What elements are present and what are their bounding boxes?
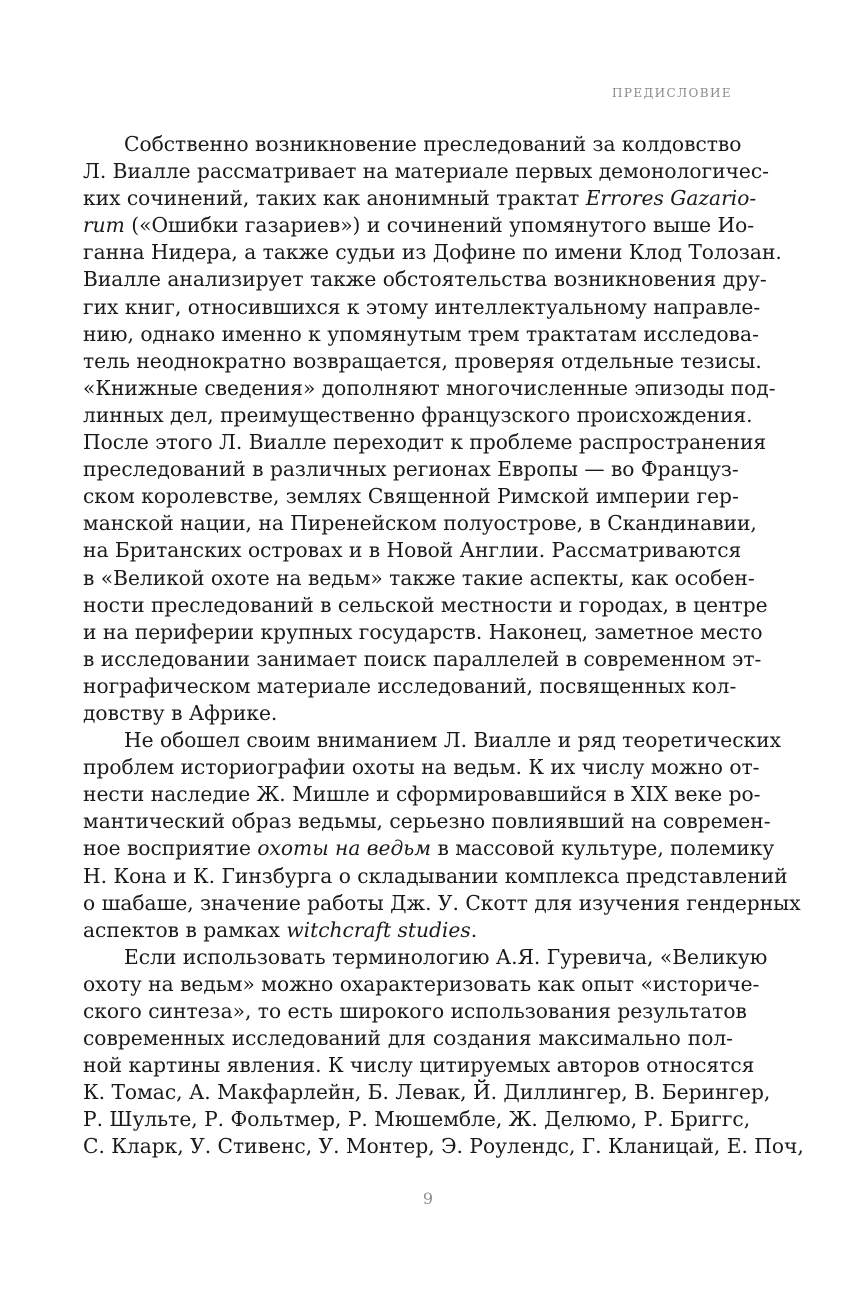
text-line: ганна Нидера, а также судьи из Дофине по имени Клод Толозан. bbox=[83, 240, 782, 265]
text-line: нию, однако именно к упомянутым трем трактатам исследова- bbox=[83, 321, 759, 346]
italic-run: Errores Gazario- bbox=[585, 186, 757, 211]
text-run: аспектов в рамках bbox=[83, 917, 287, 942]
text-run: . bbox=[470, 917, 478, 942]
text-line: в исследовании занимает поиск параллелей в современном эт- bbox=[83, 646, 762, 671]
text-line: преследований в различных регионах Европы — во Француз- bbox=[83, 457, 739, 482]
italic-run: witchcraft studies bbox=[286, 917, 471, 942]
text-line: мантический образ ведьмы, серьезно повлиявший на современ- bbox=[83, 809, 771, 834]
text-line bbox=[83, 917, 733, 944]
text-line: на Британских островах и в Новой Англии. Рассматриваются bbox=[83, 538, 742, 563]
text-line: линных дел, преимущественно французского происхождения. bbox=[83, 402, 753, 427]
text-line: К. Томас, А. Макфарлейн, Б. Левак, Й. Диллингер, В. Берингер, bbox=[83, 1080, 771, 1105]
text-line: ском королевстве, землях Священной Римской империи гер- bbox=[83, 484, 739, 509]
running-head: ПРЕДИСЛОВИЕ bbox=[612, 86, 732, 100]
text-line: проблем историографии охоты на ведьм. К их числу можно от- bbox=[83, 755, 760, 780]
text-line: ности преследований в сельской местности и городах, в центре bbox=[83, 592, 768, 617]
text-run: ких сочинений, таких как анонимный трактат bbox=[83, 186, 586, 211]
text-line bbox=[83, 185, 757, 212]
text-line: ского синтеза», то есть широкого использования результатов bbox=[83, 999, 747, 1023]
text-run: в массовой культуре, полемику bbox=[431, 836, 775, 861]
text-line: о шабаше, значение работы Дж. У. Скотт для изучения гендерных bbox=[83, 890, 801, 915]
text-line: в «Великой охоте на ведьм» также такие аспекты, как особен- bbox=[83, 565, 755, 590]
text-line: Если использовать терминологию А.Я. Гуревича, «Великую bbox=[124, 944, 768, 969]
text-line: нографическом материале исследований, посвященных кол- bbox=[83, 673, 737, 698]
text-line: и на периферии крупных государств. Наконец, заметное место bbox=[83, 619, 763, 644]
text-line: манской нации, на Пиренейском полуострове, в Скандинавии, bbox=[83, 511, 757, 536]
text-line: Собственно возникновение преследований за колдовство bbox=[124, 132, 742, 156]
italic-run: rum bbox=[83, 213, 125, 238]
text-line: ной картины явления. К числу цитируемых авторов относятся bbox=[83, 1053, 755, 1078]
text-line: Н. Кона и К. Гинзбурга о складывании комплекса представлений bbox=[83, 863, 788, 888]
text-line: довству в Африке. bbox=[83, 700, 278, 725]
text-line: гих книг, относившихся к этому интеллектуальному направле- bbox=[83, 294, 761, 319]
text-run: ное восприятие bbox=[83, 836, 258, 861]
text-line: Л. Виалле рассматривает на материале первых демонологичес- bbox=[83, 159, 770, 184]
text-line: современных исследований для создания максимально пол- bbox=[83, 1026, 733, 1051]
text-run: («Ошибки газариев») и сочинений упомянутого выше Ио- bbox=[124, 213, 755, 238]
text-line: охоту на ведьм» можно охарактеризовать как опыт «историче- bbox=[83, 971, 760, 996]
text-line bbox=[83, 212, 755, 239]
text-line: нести наследие Ж. Мишле и сформировавшийся в XIX веке ро- bbox=[83, 782, 761, 807]
page-number: 9 bbox=[422, 1189, 434, 1208]
text-line: Не обошел своим вниманием Л. Виалле и ряд теоретических bbox=[124, 728, 781, 753]
body-text bbox=[83, 131, 804, 1161]
text-line: С. Кларк, У. Стивенс, У. Монтер, Э. Роулендс, Г. Кланицай, Е. Поч, bbox=[83, 1134, 804, 1159]
text-line: «Книжные сведения» дополняют многочисленные эпизоды под- bbox=[83, 375, 776, 400]
text-line bbox=[83, 835, 775, 862]
text-line: После этого Л. Виалле переходит к проблеме распространения bbox=[83, 430, 767, 455]
text-line: тель неоднократно возвращается, проверяя отдельные тезисы. bbox=[83, 348, 762, 373]
text-line: Р. Шульте, Р. Фольтмер, Р. Мюшембле, Ж. Делюмо, Р. Бриггс, bbox=[83, 1107, 751, 1132]
italic-run: охоты на ведьм bbox=[257, 836, 432, 861]
text-line: Виалле анализирует также обстоятельства возникновения дру- bbox=[83, 267, 767, 292]
